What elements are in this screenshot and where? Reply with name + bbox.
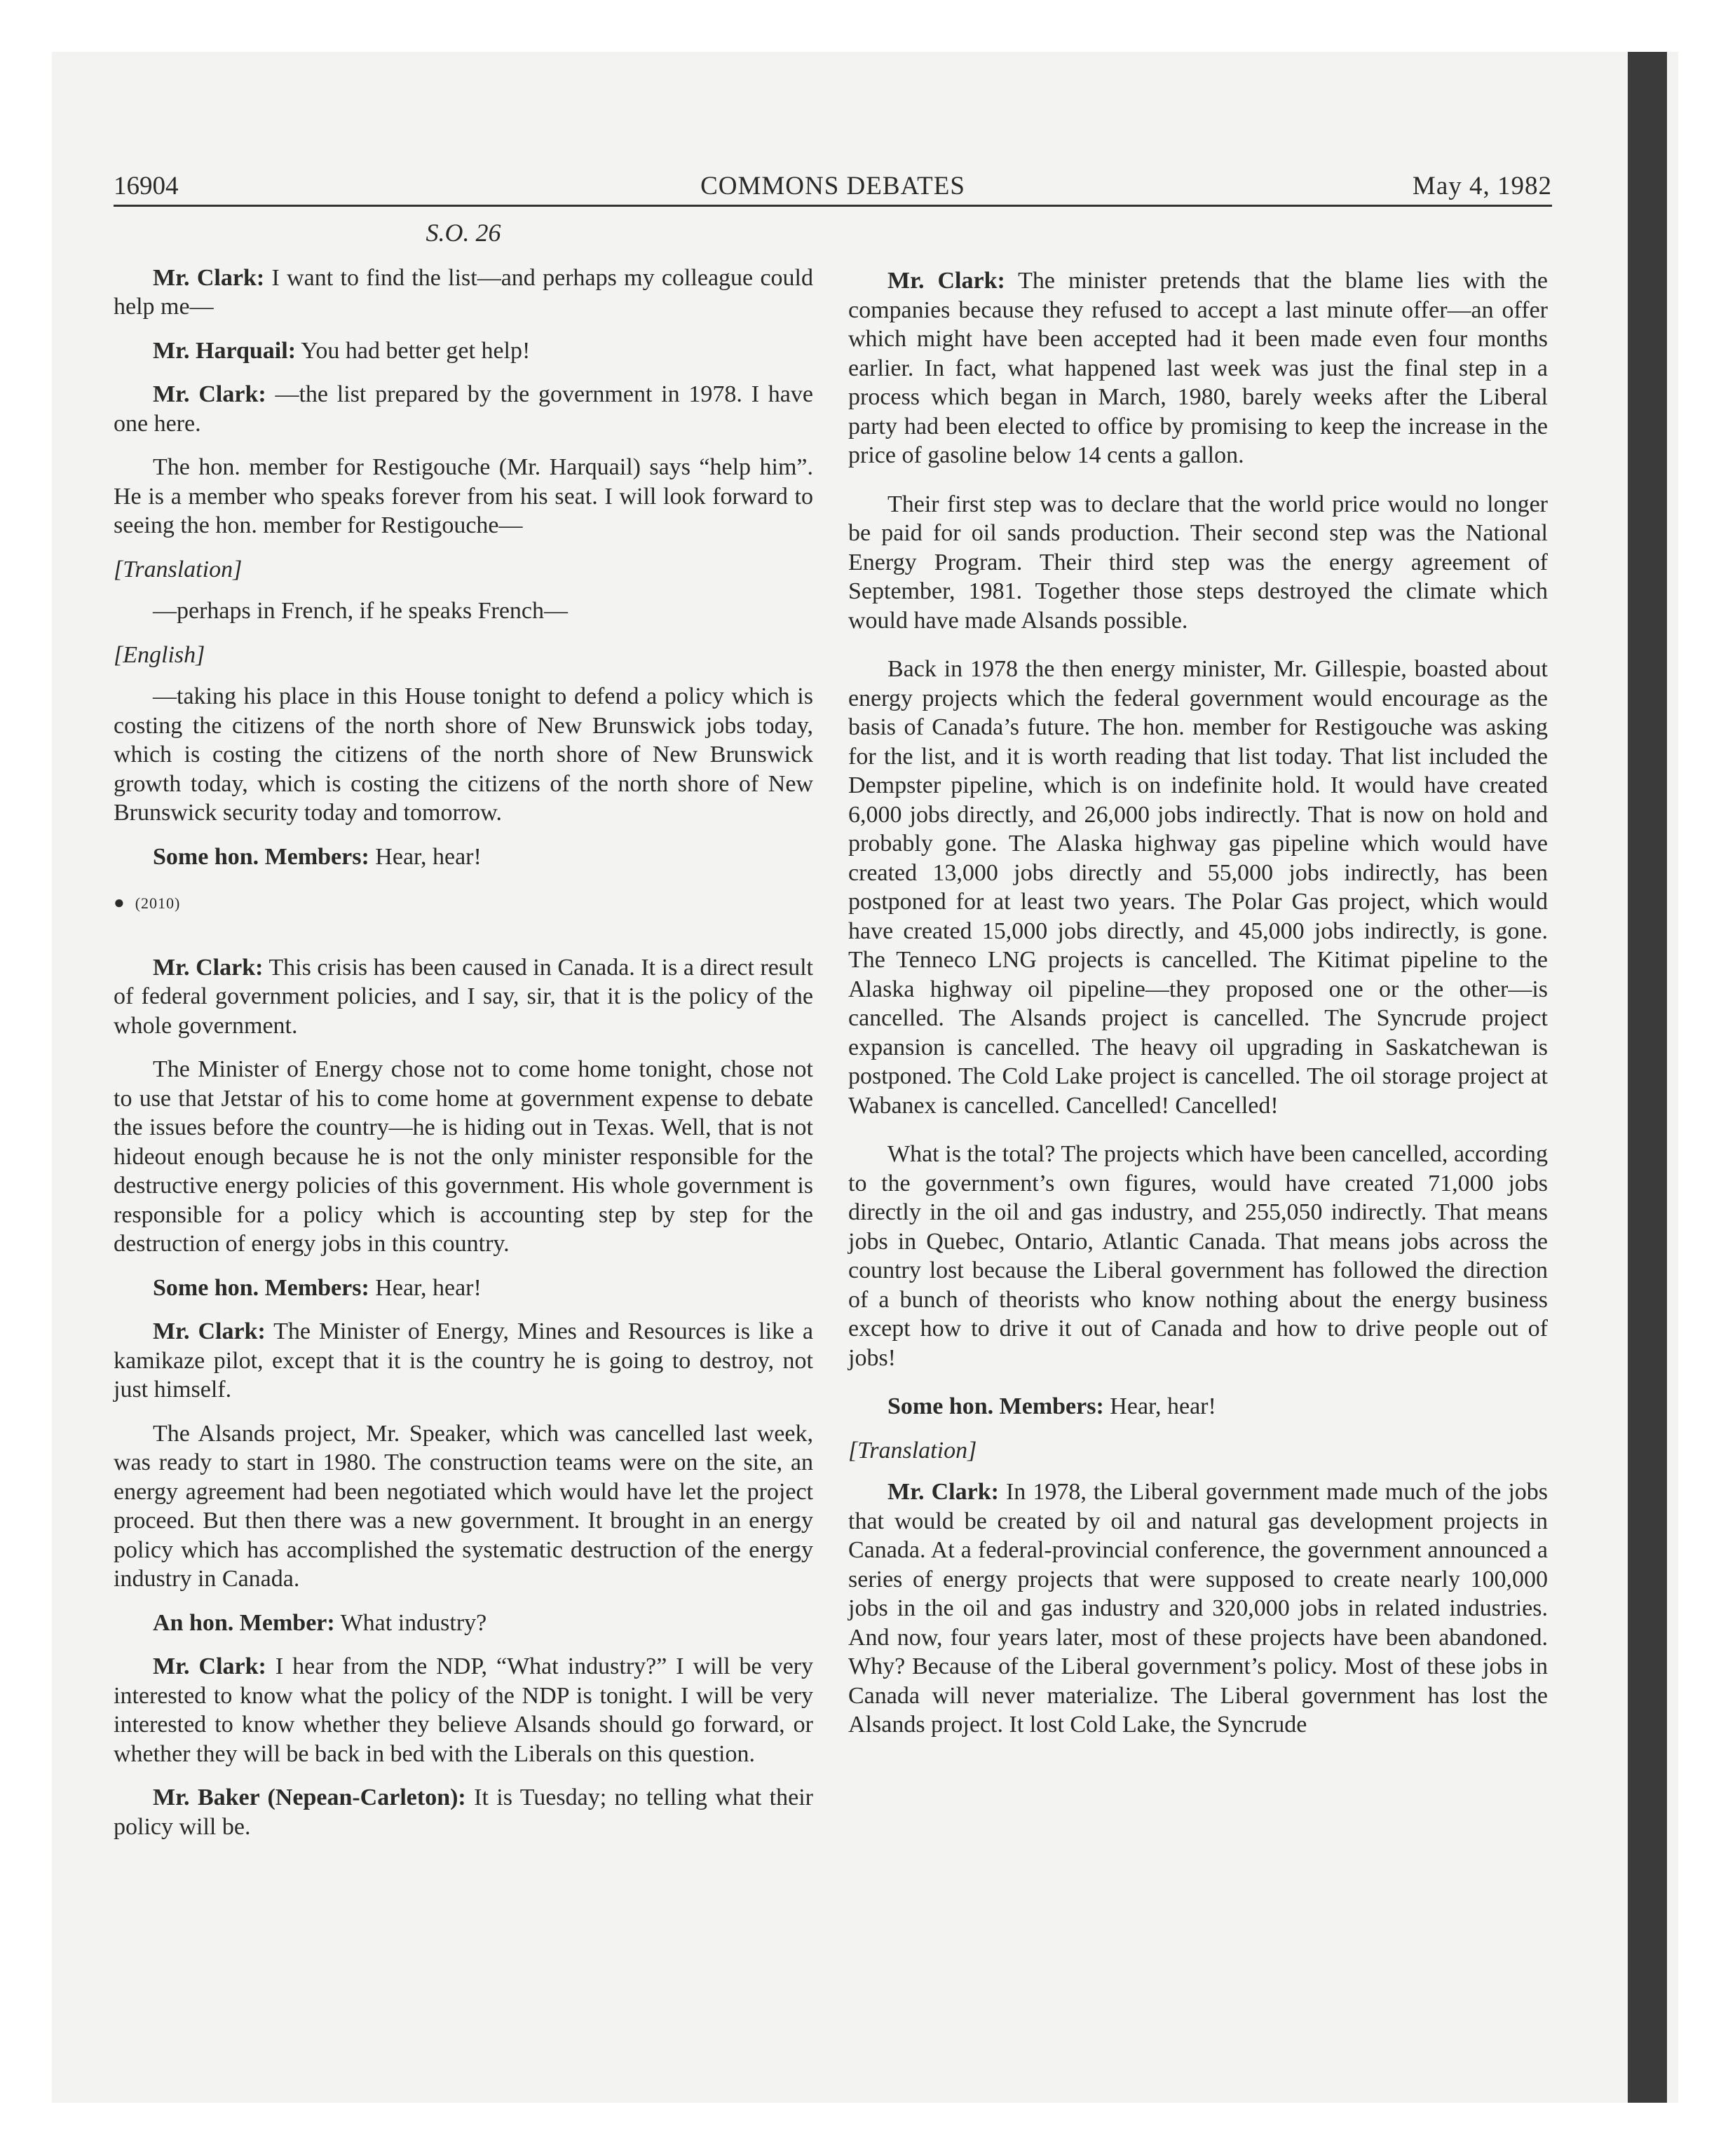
paragraph: —perhaps in French, if he speaks French— — [153, 598, 569, 624]
paragraph: The Minister of Energy chose not to come home tonight, chose not to use that Jetstar of his to come home at government expense to debate the issues before the country—he is hiding out in Texas. Well, that is not hideout enough because he is not the only minister responsible for the destructive energy policies of this government. His whole government is responsible for a policy which is accounting step by step for the destruction of energy jobs in this country. — [114, 1056, 813, 1257]
scan-edge-bar — [1628, 52, 1667, 2103]
paragraph — [848, 266, 1548, 470]
page-date: May 4, 1982 — [1412, 172, 1552, 200]
speaker-name: Some hon. Members: — [887, 1393, 1104, 1419]
left-column — [114, 205, 813, 1856]
paragraph — [114, 336, 813, 366]
speaker-name: Mr. Clark: — [153, 1318, 266, 1344]
paragraph — [114, 1652, 813, 1768]
speech-text: Hear, hear! — [369, 843, 482, 870]
paragraph: The hon. member for Restigouche (Mr. Harquail) says “help him”. He is a member who speaks forever from his seat. I will look forward to seeing the hon. member for Restigouche— — [114, 454, 813, 538]
speaker-name: Some hon. Members: — [153, 1274, 369, 1301]
speaker-name: Some hon. Members: — [153, 843, 369, 870]
paragraph — [114, 380, 813, 438]
paragraph — [114, 842, 813, 872]
paragraph: What is the total? The projects which have been cancelled, according to the government’s own figures, would have created 71,000 jobs directly in the oil and gas industry, and 255,050 indirectly. That means jobs in Quebec, Ontario, Atlantic Canada. That means jobs across the country lost because the Liberal government has followed the direction of a bunch of theorists who know nothing about the energy business except how to drive it out of Canada and how to drive people out of jobs! — [848, 1141, 1548, 1371]
standing-order-heading: S.O. 26 — [426, 219, 501, 247]
speech-text: I want to find the list—and perhaps my colleague could help me— — [114, 264, 813, 320]
speech-text: What industry? — [334, 1609, 487, 1636]
page-header — [114, 171, 1552, 207]
speaker-name: Mr. Baker (Nepean-Carleton): — [153, 1785, 466, 1810]
language-marker: [Translation] — [114, 556, 243, 582]
time-stamp-text: (2010) — [135, 894, 181, 912]
speaker-name: Mr. Clark: — [153, 381, 266, 407]
speech-text: This crisis has been caused in Canada. It is a direct result of federal government policies, and I say, sir, that it is the policy of the whole government. — [114, 954, 813, 1039]
publication-title: COMMONS DEBATES — [700, 172, 965, 200]
paragraph — [848, 1392, 1548, 1421]
speech-text: The Minister of Energy, Mines and Resources is like a kamikaze pilot, except that it is the country he is going to destroy, not just himself. — [114, 1318, 813, 1403]
speaker-name: Mr. Clark: — [887, 1479, 999, 1505]
paragraph — [114, 1317, 813, 1405]
speaker-name: Mr. Clark: — [153, 1653, 266, 1679]
right-column — [848, 266, 1548, 1754]
time-stamp — [114, 888, 813, 918]
speaker-name: An hon. Member: — [153, 1609, 335, 1636]
page-number: 16904 — [114, 172, 179, 200]
paragraph: The Alsands project, Mr. Speaker, which was cancelled last week, was ready to start in 1980. The construction teams were on the site, an energy agreement had been negotiated which would have let the project proceed. But then there was a new government. It brought in an energy policy which has accomplished the systematic destruction of the energy industry in Canada. — [114, 1420, 813, 1592]
speech-text: I hear from the NDP, “What industry?” I will be very interested to know what the policy of the NDP is tonight. I will be very interested to know whether they believe Alsands should go forward, or whether they will be back in bed with the Liberals on this question. — [114, 1653, 813, 1767]
paragraph — [114, 953, 813, 1041]
paragraph — [114, 264, 813, 322]
paragraph — [114, 1609, 813, 1638]
speaker-name: Mr. Harquail: — [153, 337, 297, 364]
language-marker: [English] — [114, 641, 205, 668]
speech-text: It is Tuesday; no telling what their policy will be. — [114, 1785, 813, 1840]
speech-text: In 1978, the Liberal government made much of the jobs that would be created by oil and natural gas development projects in Canada. At a federal-provincial conference, the government announced a series of energy projects that were supposed to create nearly 100,000 jobs in the oil and gas industry and 320,000 jobs in related industries. And now, four years later, most of these projects have been abandoned. Why? Because of the Liberal government’s policy. Most of these jobs in Canada will never materialize. The Liberal government has lost the Alsands project. It lost Cold Lake, the Syncrude — [848, 1479, 1549, 1738]
speaker-name: Mr. Clark: — [153, 264, 265, 291]
speaker-name: Mr. Clark: — [153, 954, 264, 981]
language-marker: [Translation] — [848, 1437, 977, 1464]
paragraph: Back in 1978 the then energy minister, Mr. Gillespie, boasted about energy projects which the federal government would encourage as the basis of Canada’s future. The hon. member for Restigouche was asking for the list, and it is worth reading that list today. That list included the Dempster pipeline, which is on indefinite hold. It would have created 6,000 jobs directly, and 26,000 jobs indirectly. That is now on hold and probably gone. The Alaska highway gas pipeline which would have created 13,000 jobs directly and 55,000 jobs indirectly, has been postponed for at least two years. The Polar Gas project, which would have created 15,000 jobs directly, and 45,000 jobs indirectly, is gone. The Tenneco LNG projects is cancelled. The Kitimat pipeline to the Alaska highway oil pipeline—they proposed one or the other—is cancelled. The Alsands project is cancelled. The Syncrude project expansion is cancelled. The heavy oil upgrading in Saskatchewan is postponed. The Cold Lake project is cancelled. The oil storage project at Wabanex is cancelled. Cancelled! Cancelled! — [848, 656, 1548, 1119]
speech-text: The minister pretends that the blame lies with the companies because they refused to accept a last minute offer—an offer which might have been accepted had it been made even four months earlier. In fact, what happened last week was just the final step in a process which began in March, 1980, barely weeks after the Liberal party had been elected to office by promising to keep the increase in the price of gasoline below 14 cents a gallon. — [848, 268, 1548, 468]
paragraph — [848, 1478, 1548, 1740]
speech-text: You had better get help! — [296, 337, 531, 364]
paragraph: —taking his place in this House tonight to defend a policy which is costing the citizens of the north shore of New Brunswick jobs today, which is costing the citizens of the north shore of New Brunswick growth today, which is costing the citizens of the north shore of New Brunswick security today and tomorrow. — [114, 683, 813, 826]
speech-text: Hear, hear! — [369, 1274, 482, 1301]
speech-text: Hear, hear! — [1103, 1393, 1216, 1419]
paragraph — [114, 1783, 813, 1841]
paragraph — [114, 1274, 813, 1303]
paragraph: Their first step was to declare that the world price would no longer be paid for oil sands production. Their second step was the National Energy Program. Their third step was the energy agreement of September, 1981. Together those steps destroyed the climate which would have made Alsands possible. — [848, 491, 1548, 634]
bullet-icon: ● — [114, 892, 125, 913]
speaker-name: Mr. Clark: — [887, 268, 1005, 294]
speech-text: —the list prepared by the government in 1978. I have one here. — [114, 381, 813, 437]
